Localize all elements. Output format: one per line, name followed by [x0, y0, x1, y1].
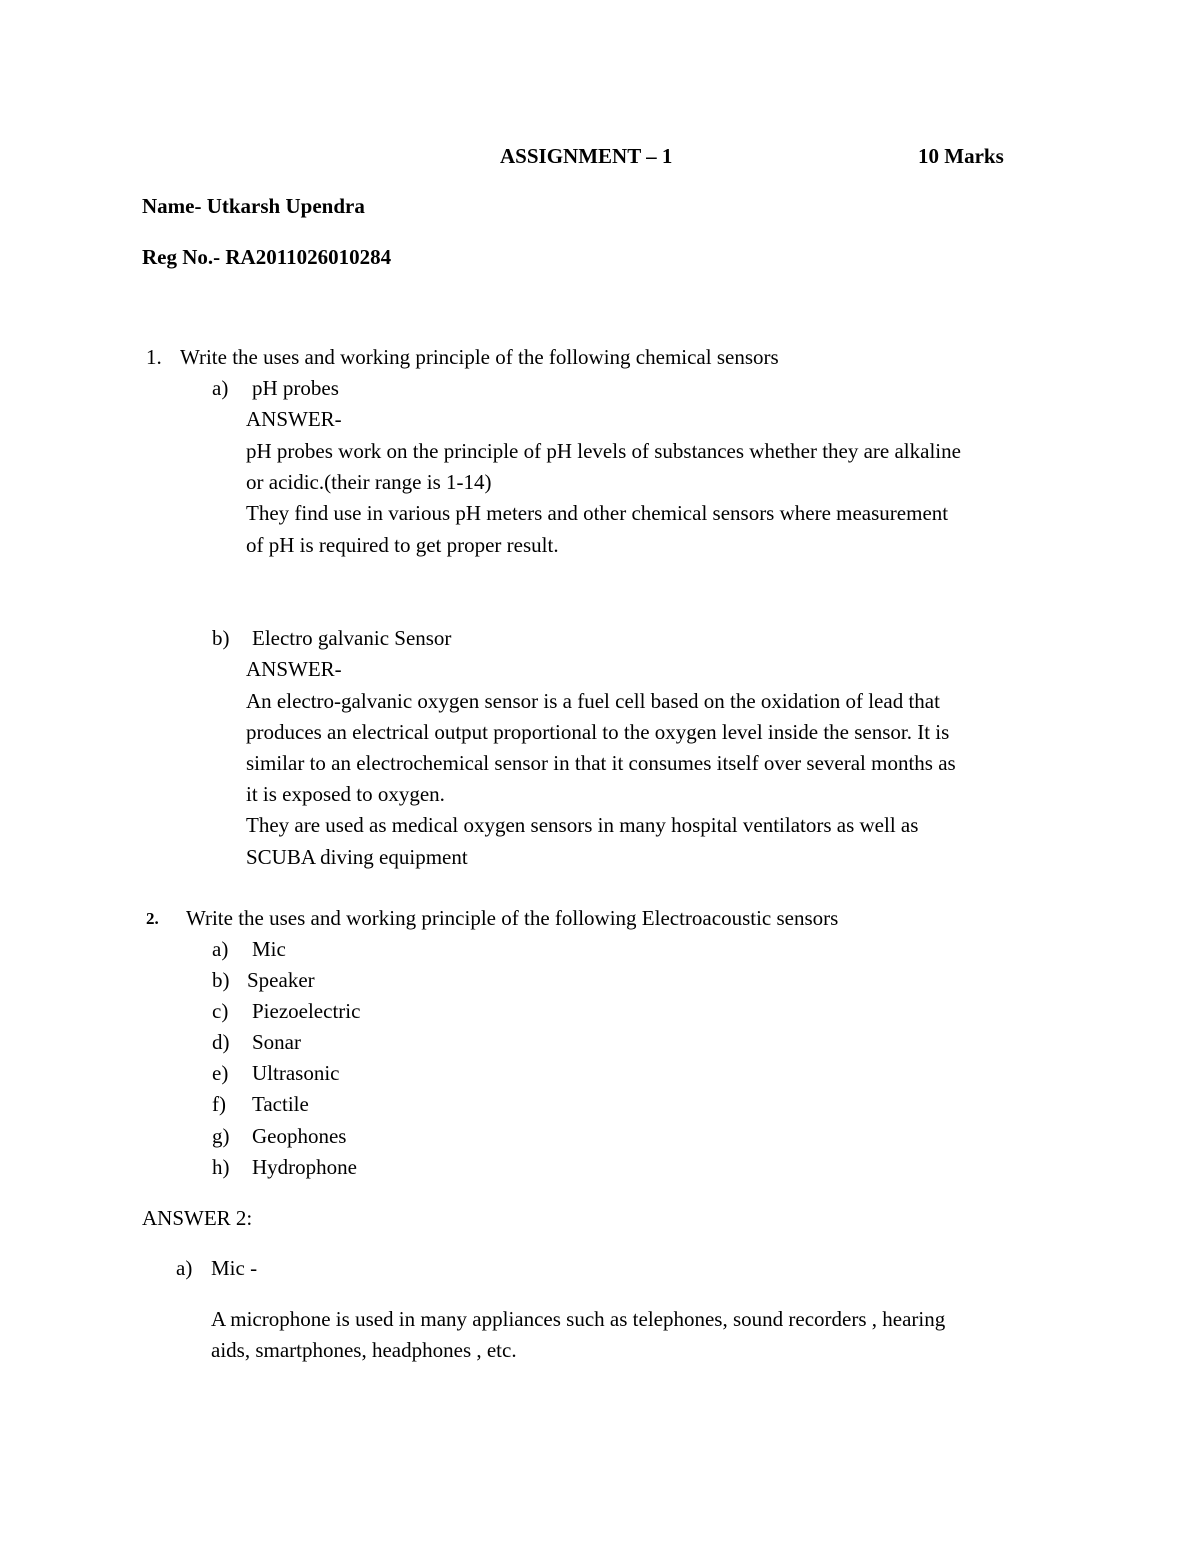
student-name: Name- Utkarsh Upendra	[142, 194, 365, 218]
marks-label: 10 Marks	[918, 144, 1004, 168]
question-1-number: 1.	[146, 345, 162, 369]
q2-item-label: Mic	[252, 937, 286, 961]
q1-a-answer-line: They find use in various pH meters and other chemical sensors where measurement	[246, 501, 949, 525]
q2-item-label: Ultrasonic	[252, 1061, 340, 1085]
q2-item-label: Tactile	[252, 1092, 309, 1116]
answer-2-a-line: A microphone is used in many appliances such as telephones, sound recorders , hearing	[211, 1307, 946, 1331]
q1-b-answer-line: They are used as medical oxygen sensors in many hospital ventilators as well as	[246, 813, 919, 837]
registration-number: Reg No.- RA2011026010284	[142, 245, 392, 269]
q1-b-answer-label: ANSWER-	[246, 657, 342, 681]
q2-item-label: Speaker	[247, 968, 315, 992]
q1-a-answer-line: of pH is required to get proper result.	[246, 533, 559, 557]
q2-item-marker: h)	[212, 1155, 230, 1179]
question-2-number: 2.	[146, 909, 159, 928]
q2-item-marker: c)	[212, 999, 229, 1023]
q1-b-marker: b)	[212, 626, 230, 650]
q2-item-label: Geophones	[252, 1124, 347, 1148]
answer-2-a-line: aids, smartphones, headphones , etc.	[211, 1338, 517, 1362]
question-2-text: Write the uses and working principle of the following Electroacoustic sensors	[186, 906, 839, 930]
q2-item-marker: e)	[212, 1061, 229, 1085]
q2-item-marker: f)	[212, 1092, 226, 1116]
assignment-title: ASSIGNMENT – 1	[500, 144, 673, 168]
q2-item-marker: d)	[212, 1030, 230, 1054]
q2-item-label: Sonar	[252, 1030, 301, 1054]
q1-b-answer-line: produces an electrical output proportional to the oxygen level inside the sensor. It is	[246, 720, 950, 744]
q1-b-answer-line: An electro-galvanic oxygen sensor is a fuel cell based on the oxidation of lead that	[246, 689, 940, 713]
q1-a-title: pH probes	[252, 376, 339, 400]
q2-item-marker: g)	[212, 1124, 230, 1148]
question-1-text: Write the uses and working principle of the following chemical sensors	[180, 345, 779, 369]
q2-item-label: Hydrophone	[252, 1155, 357, 1179]
answer-2-a-title: Mic -	[211, 1256, 258, 1280]
q1-a-answer-line: or acidic.(their range is 1-14)	[246, 470, 492, 494]
q2-item-marker: a)	[212, 937, 229, 961]
q2-item-marker: b)	[212, 968, 230, 992]
q1-b-answer-line: similar to an electrochemical sensor in that it consumes itself over several months as	[246, 751, 956, 775]
answer-2-heading: ANSWER 2:	[142, 1206, 253, 1230]
q1-b-title: Electro galvanic Sensor	[252, 626, 452, 650]
q1-b-answer-line: SCUBA diving equipment	[246, 845, 468, 869]
q1-b-answer-line: it is exposed to oxygen.	[246, 782, 445, 806]
answer-2-a-marker: a)	[176, 1256, 193, 1280]
q2-item-label: Piezoelectric	[252, 999, 361, 1023]
q1-a-marker: a)	[212, 376, 229, 400]
q1-a-answer-label: ANSWER-	[246, 407, 342, 431]
q1-a-answer-line: pH probes work on the principle of pH levels of substances whether they are alkaline	[246, 439, 961, 463]
